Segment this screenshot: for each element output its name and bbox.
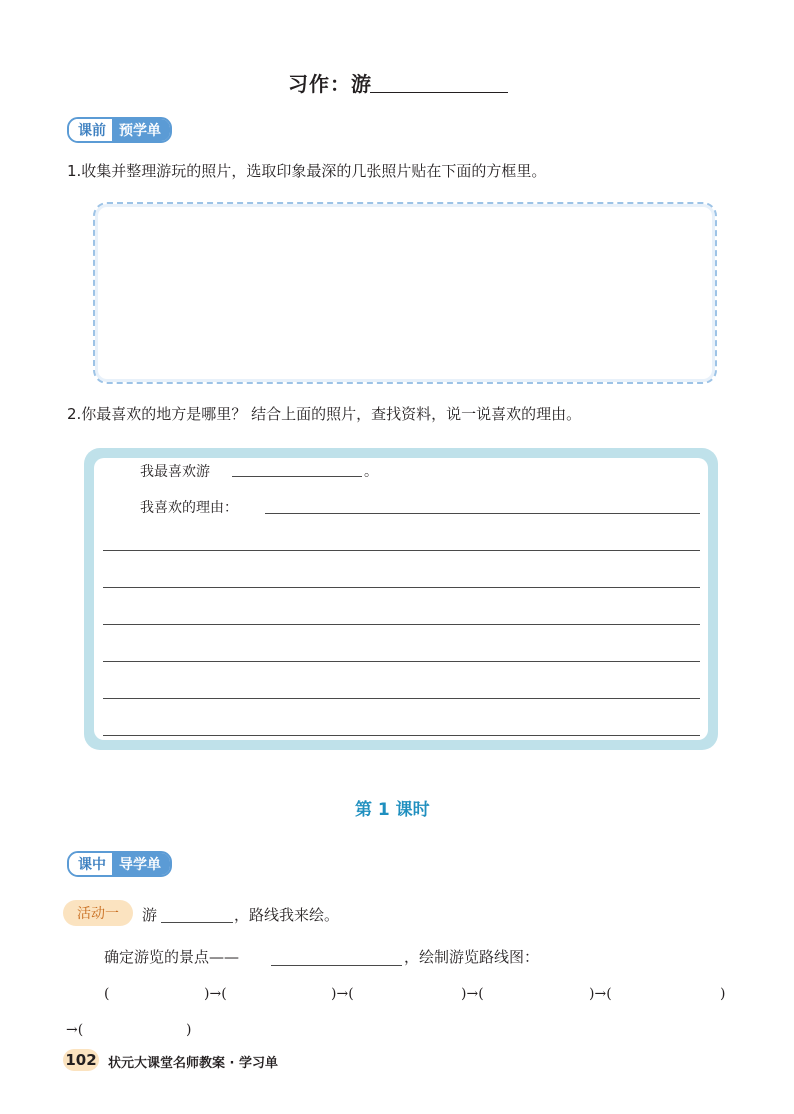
route-arrow: )→(: [589, 986, 612, 1002]
pre-class-badge: [67, 117, 172, 143]
route-prefix: 确定游览的景点——: [104, 948, 240, 966]
pre-class-badge-right: 预学单: [112, 119, 170, 141]
title-blank-line[interactable]: [370, 92, 508, 93]
route-blank[interactable]: [271, 965, 402, 966]
route-arrow: )→(: [331, 986, 354, 1002]
book-title: 状元大课堂名师教案 · 学习单: [108, 1056, 278, 1071]
route-stop-open: (: [104, 986, 110, 1002]
page-number: 102: [63, 1049, 99, 1071]
favorite-blank[interactable]: [232, 476, 362, 477]
reason-label: 我喜欢的理由：: [140, 500, 238, 516]
writing-line[interactable]: [103, 661, 700, 662]
in-class-badge-left: 课中: [69, 853, 112, 875]
route-arrow: )→(: [461, 986, 484, 1002]
favorite-suffix: 。: [364, 464, 378, 480]
route-suffix: ，绘制游览路线图：: [404, 948, 540, 966]
photo-paste-box[interactable]: [93, 202, 717, 384]
writing-line[interactable]: [103, 587, 700, 588]
activity-suffix: ，路线我来绘。: [234, 906, 340, 924]
in-class-badge: [67, 851, 172, 877]
route-arrow-open: →(: [66, 1022, 84, 1038]
activity-blank[interactable]: [161, 922, 233, 923]
page-title: 习作：游: [288, 72, 372, 96]
pre-class-badge-left: 课前: [69, 119, 112, 141]
lesson-heading: 第 1 课时: [355, 800, 430, 820]
question-2: 2.你最喜欢的地方是哪里？ 结合上面的照片，查找资料，说一说喜欢的理由。: [67, 405, 582, 423]
route-stop-close: ): [720, 986, 726, 1002]
route-arrow: )→(: [204, 986, 227, 1002]
question-1: 1.收集并整理游玩的照片，选取印象最深的几张照片贴在下面的方框里。: [67, 162, 547, 180]
route-stop-close: ): [186, 1022, 192, 1038]
writing-line[interactable]: [103, 698, 700, 699]
reason-line-1[interactable]: [265, 513, 700, 514]
writing-line[interactable]: [103, 735, 700, 736]
in-class-badge-right: 导学单: [112, 853, 170, 875]
writing-line[interactable]: [103, 550, 700, 551]
activity-badge: 活动一: [63, 900, 133, 926]
activity-prefix: 游: [142, 906, 158, 924]
writing-line[interactable]: [103, 624, 700, 625]
favorite-prefix: 我最喜欢游: [140, 464, 210, 480]
